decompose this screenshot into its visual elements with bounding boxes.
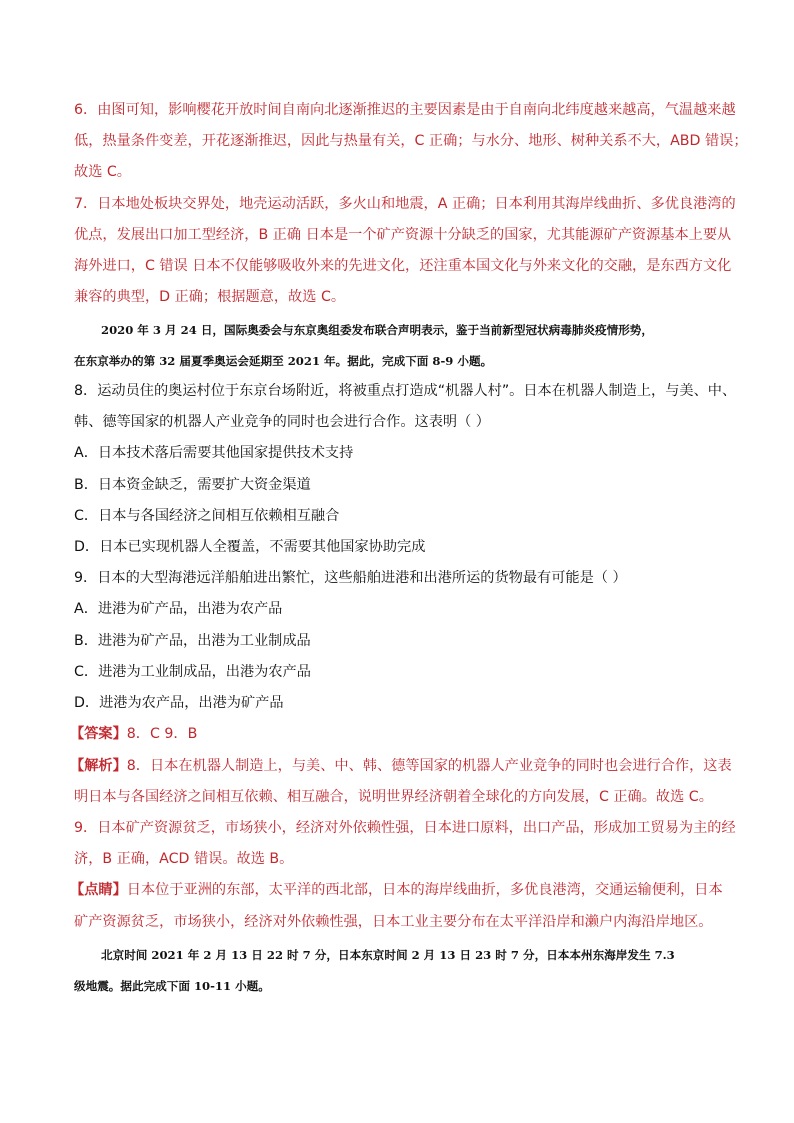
q7-line-4: 兼容的典型，D 正确；根据题意，故选 C。 <box>74 289 346 305</box>
comment-text-1: 日本位于亚洲的东部，太平洋的西北部，日本的海岸线曲折，多优良港湾，交通运输便利，日本 <box>126 882 723 898</box>
q8-stem-line-2: 韩、德等国家的机器人产业竞争的同时也会进行合作。这表明（ ） <box>74 414 490 430</box>
q7-line-3: 海外进口，C 错误 日本不仅能够吸收外来的先进文化，还注重本国文化与外来文化的交融，是东西方文化 <box>74 258 732 274</box>
answer-tag: 【答案】 <box>70 726 127 742</box>
q9-option-a: A．进港为矿产品，出港为农产品 <box>74 601 283 617</box>
stem-10-11-line-2: 级地震。据此完成下面 10-11 小题。 <box>74 979 270 993</box>
answer-text: 8．C 9．B <box>126 726 198 742</box>
stem-8-9-line-1: 2020 年 3 月 24 日，国际奥委会与东京奥组委发布联合声明表示，鉴于当前新型冠状病毒肺炎疫情形势， <box>101 323 653 337</box>
q6-line-3: 故选 C。 <box>74 164 131 180</box>
stem-8-9-line-2: 在东京举办的第 32 届夏季奥运会延期至 2021 年。据此，完成下面 8-9 小题。 <box>74 354 493 368</box>
q7-line-1: 7．日本地处板块交界处，地壳运动活跃，多火山和地震，A 正确；日本利用其海岸线曲折、多优良港湾的 <box>74 196 736 212</box>
q6-line-2: 低，热量条件变差，开花逐渐推迟，因此与热量有关，C 正确；与水分、地形、树种关系不大，ABD 错误； <box>74 133 748 149</box>
q9-option-b: B．进港为矿产品，出港为工业制成品 <box>74 633 311 649</box>
q8-stem-line-1: 8．运动员住的奥运村位于东京台场附近，将被重点打造成“机器人村”。日本在机器人制造上，与美、中、 <box>74 383 737 399</box>
q8-option-d: D．日本已实现机器人全覆盖，不需要其他国家协助完成 <box>74 539 426 555</box>
q8-option-a: A．日本技术落后需要其他国家提供技术支持 <box>74 445 354 461</box>
q9-option-c: C．进港为工业制成品，出港为农产品 <box>74 664 311 680</box>
analysis-line-4: 济，B 正确，ACD 错误。故选 B。 <box>74 851 294 867</box>
q8-option-c: C．日本与各国经济之间相互依赖相互融合 <box>74 508 340 524</box>
q6-line-1: 6．由图可知，影响樱花开放时间自南向北逐渐推迟的主要因素是由于自南向北纬度越来越高，气温越来越 <box>74 102 736 118</box>
answer-line <box>70 724 197 744</box>
comment-line-2: 矿产资源贫乏，市场狭小，经济对外依赖性强，日本工业主要分布在太平洋沿岸和濑户内海沿岸地区。 <box>74 914 713 930</box>
analysis-tag: 【解析】 <box>70 758 127 774</box>
analysis-text-1: 8．日本在机器人制造上，与美、中、韩、德等国家的机器人产业竞争的同时也会进行合作，这表 <box>126 758 732 774</box>
analysis-line-1 <box>70 756 732 776</box>
comment-line-1 <box>70 880 723 900</box>
q8-option-b: B．日本资金缺乏，需要扩大资金渠道 <box>74 477 311 493</box>
analysis-line-2: 明日本与各国经济之间相互依赖、相互融合，说明世界经济朝着全球化的方向发展，C 正确。故选 C。 <box>74 789 713 805</box>
analysis-line-3: 9．日本矿产资源贫乏，市场狭小，经济对外依赖性强，日本进口原料，出口产品，形成加工贸易为主的经 <box>74 820 736 836</box>
comment-tag: 【点睛】 <box>70 882 127 898</box>
q9-stem: 9．日本的大型海港远洋船舶进出繁忙，这些船舶进港和出港所运的货物最有可能是（ ） <box>74 570 627 586</box>
stem-10-11-line-1: 北京时间 2021 年 2 月 13 日 22 时 7 分，日本东京时间 2 月 13 日 23 时 7 分，日本本州东海岸发生 7.3 <box>101 948 675 962</box>
q7-line-2: 优点，发展出口加工型经济，B 正确 日本是一个矿产资源十分缺乏的国家，尤其能源矿产资源基本上要从 <box>74 227 732 243</box>
q9-option-d: D．进港为农产品，出港为矿产品 <box>74 695 284 711</box>
